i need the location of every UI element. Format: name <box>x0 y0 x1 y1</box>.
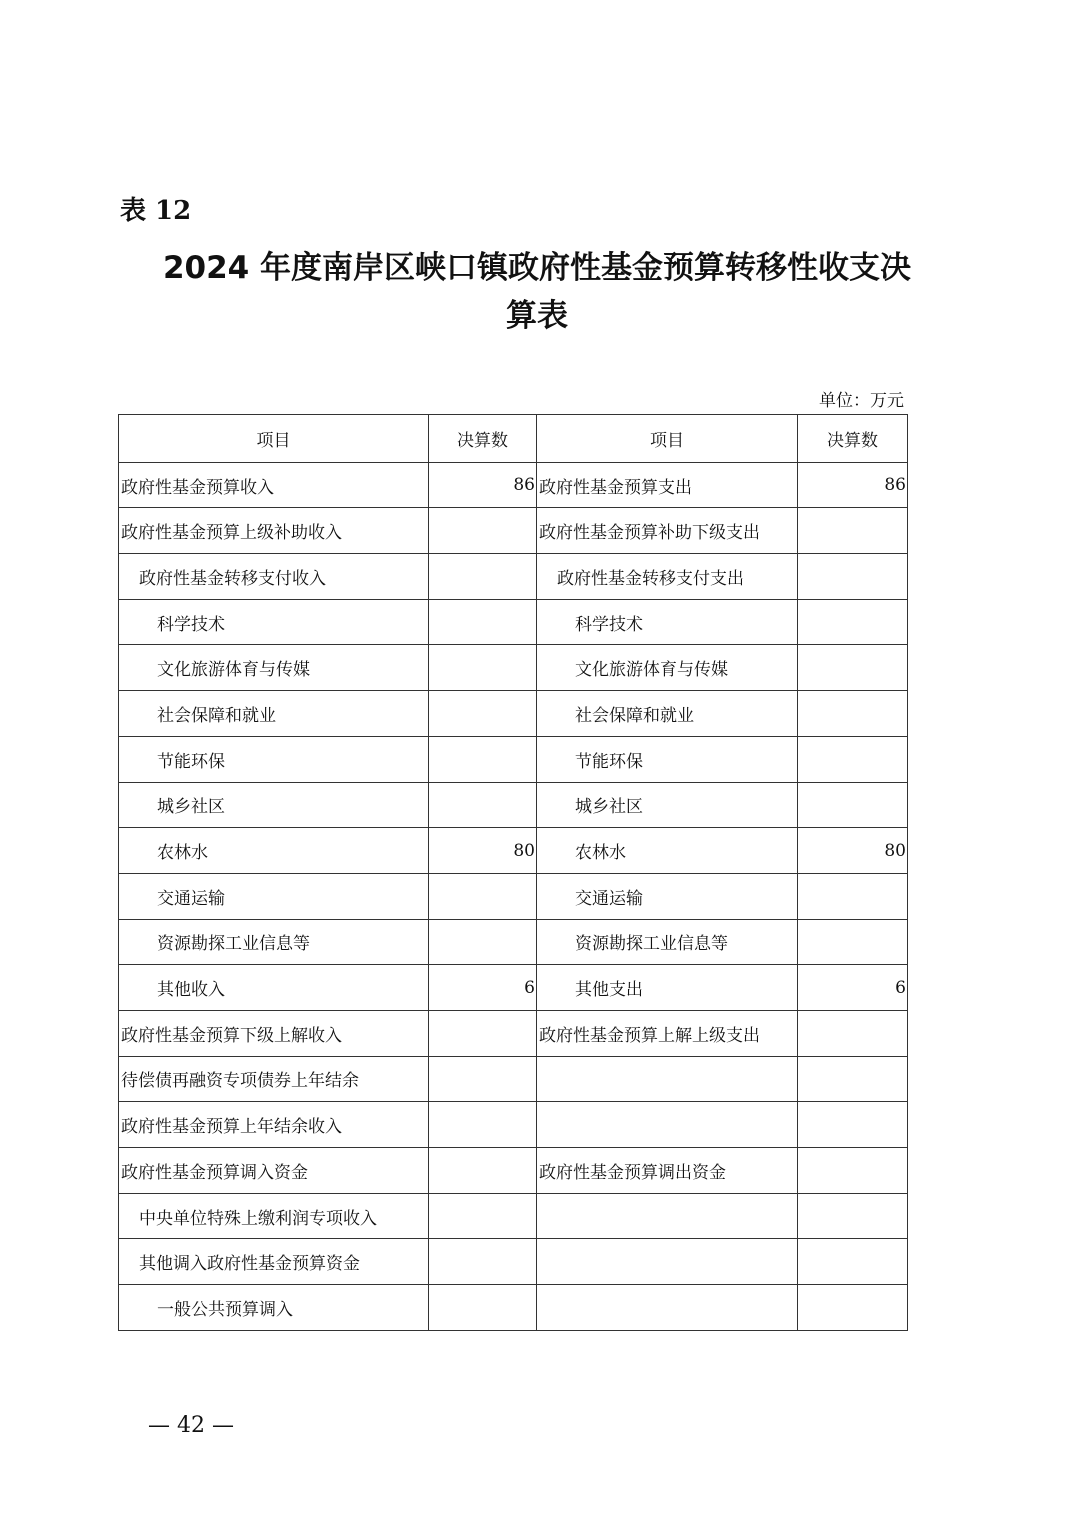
income-amount: 6 <box>429 965 537 1011</box>
expense-amount <box>798 1239 908 1285</box>
table-row <box>119 965 908 1011</box>
expense-amount <box>798 508 908 554</box>
income-item: 城乡社区 <box>119 782 429 828</box>
income-item: 文化旅游体育与传媒 <box>119 645 429 691</box>
expense-item: 其他支出 <box>537 965 798 1011</box>
income-amount: 80 <box>429 828 537 874</box>
income-item: 政府性基金预算上级补助收入 <box>119 508 429 554</box>
income-amount <box>429 1148 537 1194</box>
expense-item: 城乡社区 <box>537 782 798 828</box>
income-amount <box>429 919 537 965</box>
income-item: 节能环保 <box>119 736 429 782</box>
table-row <box>119 1285 908 1331</box>
expense-amount <box>798 1193 908 1239</box>
expense-item: 政府性基金预算调出资金 <box>537 1148 798 1194</box>
income-item: 政府性基金预算下级上解收入 <box>119 1010 429 1056</box>
income-amount <box>429 691 537 737</box>
expense-amount <box>798 1285 908 1331</box>
header-amount-left: 决算数 <box>429 415 537 463</box>
table-row <box>119 919 908 965</box>
expense-amount <box>798 873 908 919</box>
expense-item: 政府性基金预算补助下级支出 <box>537 508 798 554</box>
table-row <box>119 1148 908 1194</box>
income-item: 待偿债再融资专项债券上年结余 <box>119 1056 429 1102</box>
table-row <box>119 599 908 645</box>
expense-amount: 6 <box>798 965 908 1011</box>
expense-item <box>537 1193 798 1239</box>
income-item: 交通运输 <box>119 873 429 919</box>
title-line-2: 算表 <box>506 298 568 334</box>
income-item: 政府性基金预算上年结余收入 <box>119 1102 429 1148</box>
table-row <box>119 782 908 828</box>
income-item: 社会保障和就业 <box>119 691 429 737</box>
expense-item: 科学技术 <box>537 599 798 645</box>
expense-item: 政府性基金预算上解上级支出 <box>537 1010 798 1056</box>
income-amount <box>429 599 537 645</box>
income-amount <box>429 736 537 782</box>
table-row <box>119 736 908 782</box>
expense-item <box>537 1056 798 1102</box>
table-row <box>119 1239 908 1285</box>
income-amount <box>429 1102 537 1148</box>
budget-table <box>118 414 908 1331</box>
income-amount <box>429 782 537 828</box>
income-amount <box>429 508 537 554</box>
expense-amount <box>798 782 908 828</box>
income-item: 一般公共预算调入 <box>119 1285 429 1331</box>
income-amount <box>429 645 537 691</box>
table-row <box>119 1056 908 1102</box>
expense-amount <box>798 1056 908 1102</box>
income-item: 中央单位特殊上缴利润专项收入 <box>119 1193 429 1239</box>
table-header-row <box>119 415 908 463</box>
table-row <box>119 1193 908 1239</box>
income-item: 政府性基金转移支付收入 <box>119 554 429 600</box>
expense-item: 交通运输 <box>537 873 798 919</box>
unit-label: 单位：万元 <box>819 391 904 411</box>
header-item-left: 项目 <box>119 415 429 463</box>
table-row <box>119 554 908 600</box>
income-amount <box>429 554 537 600</box>
expense-item: 节能环保 <box>537 736 798 782</box>
income-item: 政府性基金预算调入资金 <box>119 1148 429 1194</box>
income-amount <box>429 1010 537 1056</box>
page-title <box>100 244 974 340</box>
income-amount <box>429 1285 537 1331</box>
table-row <box>119 828 908 874</box>
income-item: 资源勘探工业信息等 <box>119 919 429 965</box>
expense-amount: 80 <box>798 828 908 874</box>
income-item: 政府性基金预算收入 <box>119 462 429 508</box>
table-row <box>119 645 908 691</box>
title-line-1: 2024 年度南岸区峡口镇政府性基金预算转移性收支决 <box>162 250 912 286</box>
header-amount-right: 决算数 <box>798 415 908 463</box>
table-row <box>119 1102 908 1148</box>
expense-item: 农林水 <box>537 828 798 874</box>
table-label: 表 12 <box>120 196 192 226</box>
table-row <box>119 1010 908 1056</box>
expense-item <box>537 1239 798 1285</box>
table-row <box>119 508 908 554</box>
income-item: 其他收入 <box>119 965 429 1011</box>
page-number: — 42 — <box>148 1413 234 1438</box>
expense-item <box>537 1285 798 1331</box>
expense-amount <box>798 1010 908 1056</box>
expense-amount: 86 <box>798 462 908 508</box>
expense-item: 政府性基金预算支出 <box>537 462 798 508</box>
income-item: 农林水 <box>119 828 429 874</box>
expense-amount <box>798 554 908 600</box>
income-amount <box>429 1193 537 1239</box>
income-amount: 86 <box>429 462 537 508</box>
expense-item: 政府性基金转移支付支出 <box>537 554 798 600</box>
expense-amount <box>798 1102 908 1148</box>
income-amount <box>429 1239 537 1285</box>
expense-amount <box>798 645 908 691</box>
expense-item <box>537 1102 798 1148</box>
table-row <box>119 691 908 737</box>
income-amount <box>429 1056 537 1102</box>
table-row <box>119 873 908 919</box>
income-amount <box>429 873 537 919</box>
income-item: 其他调入政府性基金预算资金 <box>119 1239 429 1285</box>
expense-amount <box>798 919 908 965</box>
expense-item: 资源勘探工业信息等 <box>537 919 798 965</box>
expense-amount <box>798 1148 908 1194</box>
expense-amount <box>798 691 908 737</box>
expense-amount <box>798 599 908 645</box>
expense-item: 文化旅游体育与传媒 <box>537 645 798 691</box>
header-item-right: 项目 <box>537 415 798 463</box>
expense-amount <box>798 736 908 782</box>
expense-item: 社会保障和就业 <box>537 691 798 737</box>
income-item: 科学技术 <box>119 599 429 645</box>
table-row <box>119 462 908 508</box>
